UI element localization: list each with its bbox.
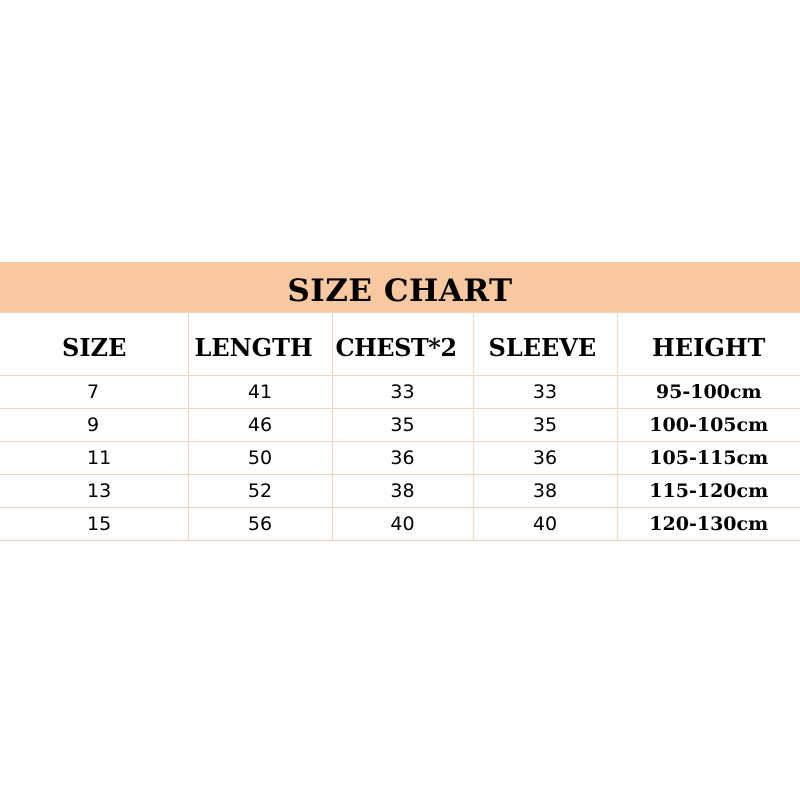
table-row [0,508,800,541]
cell-length: 52 [188,475,332,508]
cell-sleeve: 36 [473,442,617,475]
cell-height: 95-100cm [617,376,800,409]
cell-height: 105-115cm [617,442,800,475]
table-row [0,376,800,409]
cell-height: 100-105cm [617,409,800,442]
header-sleeve: SLEEVE [473,313,617,376]
cell-length: 50 [188,442,332,475]
cell-sleeve: 40 [473,508,617,541]
cell-size: 13 [0,475,188,508]
cell-sleeve: 38 [473,475,617,508]
header-height: HEIGHT [617,313,800,376]
cell-chest: 40 [332,508,473,541]
cell-chest: 38 [332,475,473,508]
size-table [0,312,800,541]
cell-sleeve: 33 [473,376,617,409]
cell-chest: 35 [332,409,473,442]
cell-chest: 33 [332,376,473,409]
table-row [0,475,800,508]
cell-sleeve: 35 [473,409,617,442]
header-chest: CHEST*2 [332,313,473,376]
size-chart-title: SIZE CHART [287,273,513,309]
cell-size: 9 [0,409,188,442]
header-size: SIZE [0,313,188,376]
cell-size: 11 [0,442,188,475]
table-row [0,442,800,475]
cell-size: 7 [0,376,188,409]
header-length: LENGTH [188,313,332,376]
cell-chest: 36 [332,442,473,475]
header-row [0,313,800,376]
cell-height: 115-120cm [617,475,800,508]
cell-length: 56 [188,508,332,541]
table-row [0,409,800,442]
cell-length: 46 [188,409,332,442]
size-chart-title-bar [0,262,800,312]
cell-height: 120-130cm [617,508,800,541]
cell-length: 41 [188,376,332,409]
cell-size: 15 [0,508,188,541]
